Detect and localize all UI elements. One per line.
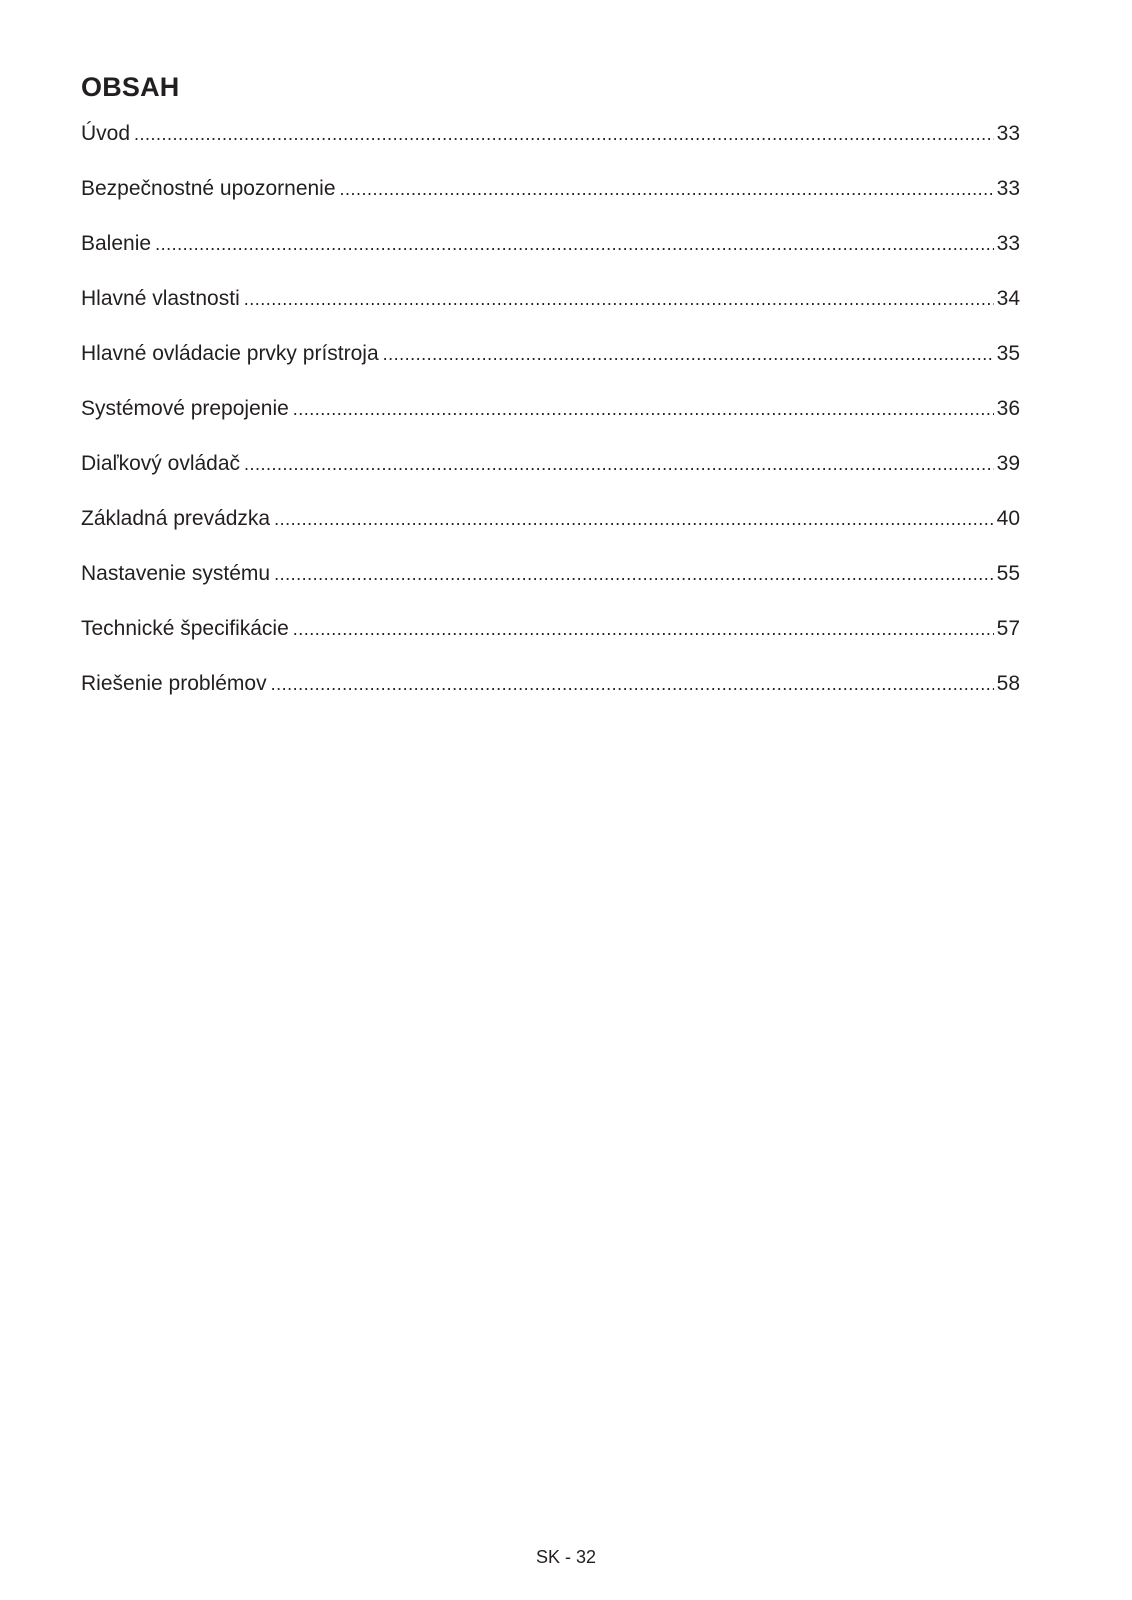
toc-entry-hlavne-vlastnosti[interactable] [81,286,1020,341]
toc-entry-systemove-prepojenie[interactable] [81,396,1020,451]
toc-entry-riesenie-problemov[interactable] [81,671,1020,726]
toc-entry-label: Diaľkový ovládač [81,452,241,475]
toc-dot-leader [274,506,994,532]
toc-entry-page: 55 [996,562,1020,585]
toc-entry-bezpecnostne-upozornenie[interactable] [81,176,1020,231]
toc-entry-page: 33 [996,122,1020,145]
toc-entry-page: 57 [996,617,1020,640]
toc-dot-leader [134,121,994,147]
toc-dot-leader [244,451,994,477]
toc-dot-leader [244,286,994,312]
toc-entry-label: Nastavenie systému [81,562,271,585]
toc-entry-label: Bezpečnostné upozornenie [81,177,336,200]
table-of-contents [81,121,1020,726]
toc-entry-label: Technické špecifikácie [81,617,289,640]
toc-entry-page: 34 [996,287,1020,310]
toc-dot-leader [274,561,994,587]
toc-entry-technicke-specifikacie[interactable] [81,616,1020,671]
toc-entry-uvod[interactable] [81,121,1020,176]
toc-entry-label: Hlavné vlastnosti [81,287,240,310]
toc-entry-page: 35 [996,342,1020,365]
toc-entry-balenie[interactable] [81,231,1020,286]
toc-dot-leader [340,176,994,202]
toc-entry-label: Riešenie problémov [81,672,267,695]
toc-entry-page: 33 [996,232,1020,255]
toc-dot-leader [383,341,994,367]
toc-entry-nastavenie-systemu[interactable] [81,561,1020,616]
toc-entry-dialkovy-ovladac[interactable] [81,451,1020,506]
toc-dot-leader [293,616,994,642]
toc-entry-page: 36 [996,397,1020,420]
toc-dot-leader [271,671,994,697]
toc-entry-label: Systémové prepojenie [81,397,289,420]
toc-entry-page: 40 [996,507,1020,530]
toc-entry-label: Balenie [81,232,152,255]
toc-entry-page: 39 [996,452,1020,475]
toc-entry-page: 58 [996,672,1020,695]
toc-entry-page: 33 [996,177,1020,200]
toc-entry-hlavne-ovladacie-prvky[interactable] [81,341,1020,396]
toc-dot-leader [155,231,994,257]
toc-entry-zakladna-prevadzka[interactable] [81,506,1020,561]
page-title: OBSAH [81,72,180,102]
toc-entry-label: Úvod [81,122,131,145]
page-number: SK - 32 [535,1547,597,1567]
toc-entry-label: Základná prevádzka [81,507,271,530]
toc-dot-leader [293,396,994,422]
toc-entry-label: Hlavné ovládacie prvky prístroja [81,342,379,365]
